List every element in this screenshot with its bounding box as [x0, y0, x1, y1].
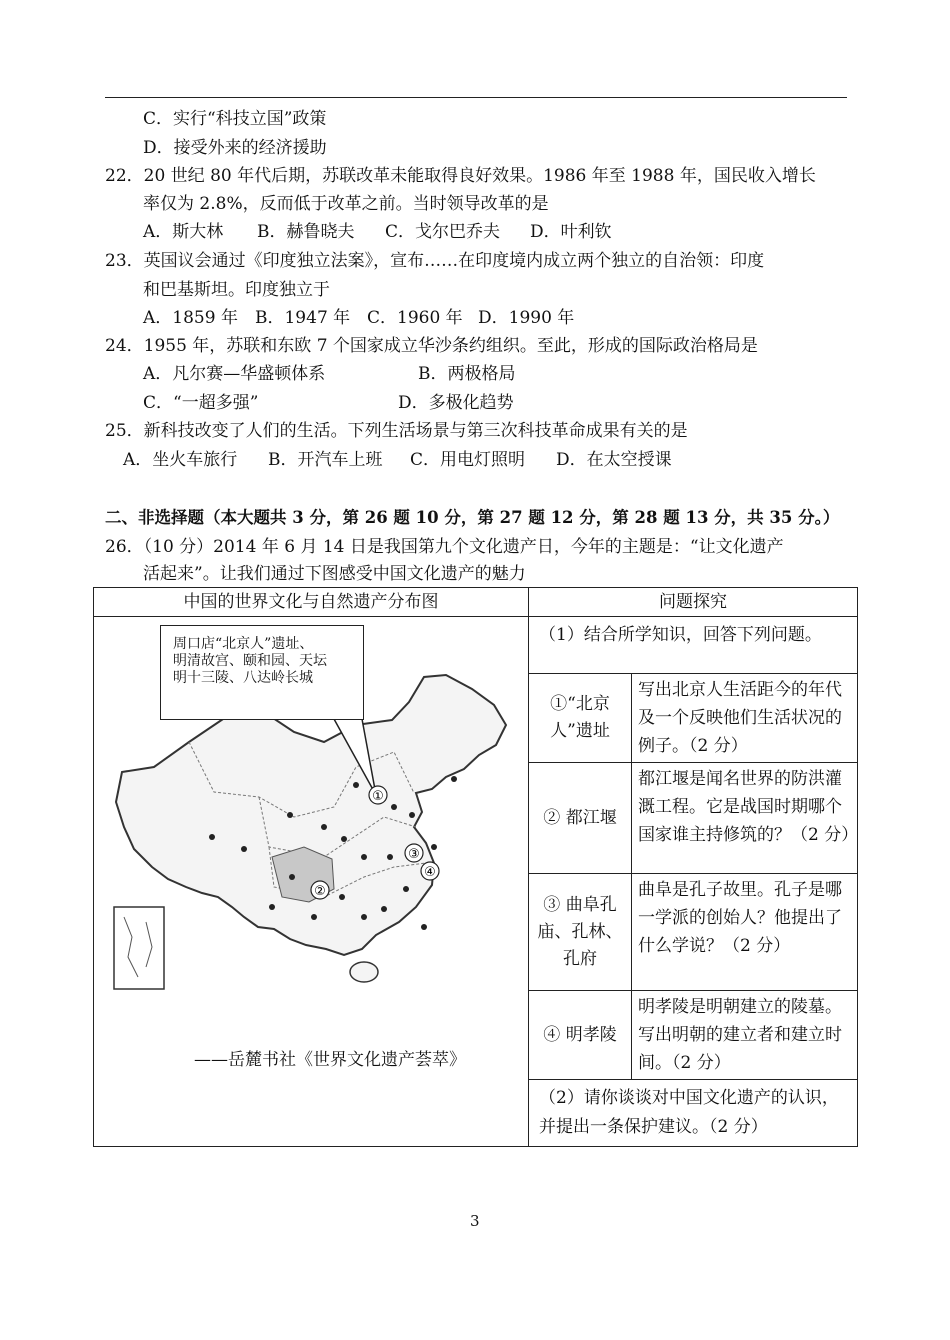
- q25-option-a: A．坐火车旅行: [123, 450, 238, 470]
- q25-option-d: D．在太空授课: [556, 450, 672, 470]
- row4-label: ④ 明孝陵: [529, 991, 632, 1080]
- page-number: 3: [470, 1212, 480, 1230]
- callout-line-3: 明十三陵、八达岭长城: [173, 670, 313, 686]
- q26-table: [93, 587, 858, 1147]
- row3-label: ③ 曲阜孔庙、孔林、孔府: [529, 874, 632, 991]
- part1-instruction: （1）结合所学知识，回答下列问题。: [529, 617, 858, 674]
- q25-option-b: B．开汽车上班: [268, 450, 383, 470]
- marker-1-label: ①: [372, 789, 384, 804]
- marker-4-label: ④: [424, 865, 436, 880]
- q22-stem-line1: 22．20 世纪 80 年代后期，苏联改革未能取得良好效果。1986 年至 1988 年，国民收入增长: [105, 166, 816, 186]
- south-china-sea-inset: [114, 907, 164, 989]
- q24-option-b: B．两极格局: [418, 364, 516, 384]
- row4-question: 明孝陵是明朝建立的陵墓。写出明朝的建立者和建立时间。（2 分）: [632, 991, 858, 1080]
- questions-column-header: 问题探究: [529, 588, 858, 617]
- callout-line-1: 周口店“北京人”遗址、: [173, 636, 314, 652]
- row1-question: 写出北京人生活距今的年代及一个反映他们生活状况的例子。（2 分）: [632, 674, 858, 763]
- q22-option-a: A．斯大林: [143, 222, 224, 242]
- callout-line-2: 明清故宫、颐和园、天坛: [173, 653, 327, 669]
- q23-stem-line1: 23．英国议会通过《印度独立法案》，宣布……在印度境内成立两个独立的自治领：印度: [105, 251, 765, 271]
- q23-option-b: B．1947 年: [255, 308, 351, 328]
- beijing-sites-callout: [160, 625, 364, 720]
- q21-option-d: D．接受外来的经济援助: [143, 138, 327, 158]
- hainan-island: [350, 962, 378, 982]
- marker-3-label: ③: [408, 847, 420, 862]
- q24-option-c: C．“一超多强”: [143, 393, 259, 413]
- q22-option-d: D．叶利钦: [530, 222, 612, 242]
- q25-option-c: C．用电灯照明: [410, 450, 526, 470]
- q24-stem-line1: 24．1955 年，苏联和东欧 7 个国家成立华沙条约组织。至此，形成的国际政治格局是: [105, 336, 758, 356]
- q23-stem-line2: 和巴基斯坦。印度独立于: [143, 280, 330, 300]
- q23-option-c: C．1960 年: [367, 308, 463, 328]
- map-source-caption: ——岳麓书社《世界文化遗产荟萃》: [194, 1050, 466, 1070]
- heritage-map-cell: [94, 617, 529, 1147]
- q23-option-a: A．1859 年: [143, 308, 238, 328]
- q25-stem-line1: 25．新科技改变了人们的生活。下列生活场景与第三次科技革命成果有关的是: [105, 421, 688, 441]
- q22-option-b: B．赫鲁晓夫: [257, 222, 355, 242]
- marker-2-label: ②: [314, 884, 326, 899]
- header-rule: [105, 97, 847, 98]
- row2-question: 都江堰是闻名世界的防洪灌溉工程。它是战国时期哪个国家谁主持修筑的？（2 分）: [632, 763, 858, 874]
- q26-stem-line1: 26．（10 分）2014 年 6 月 14 日是我国第九个文化遗产日，今年的主题是：“让文化遗产: [105, 537, 784, 557]
- row1-label: ①“北京人”遗址: [529, 674, 632, 763]
- q26-stem-line2: 活起来”。让我们通过下图感受中国文化遗产的魅力: [143, 564, 526, 584]
- part2-question: （2）请你谈谈对中国文化遗产的认识，并提出一条保护建议。（2 分）: [529, 1080, 858, 1147]
- map-column-header: 中国的世界文化与自然遗产分布图: [94, 588, 529, 617]
- q22-stem-line2: 率仅为 2.8%，反而低于改革之前。当时领导改革的是: [143, 194, 549, 214]
- q21-option-c: C．实行“科技立国”政策: [143, 109, 327, 129]
- q23-option-d: D．1990 年: [478, 308, 575, 328]
- section2-heading: 二、非选择题（本大题共 3 分，第 26 题 10 分，第 27 题 12 分，第 28 题 13 分，共 35 分。）: [105, 508, 840, 527]
- row3-question: 曲阜是孔子故里。孔子是哪一学派的创始人？他提出了什么学说？（2 分）: [632, 874, 858, 991]
- q22-option-c: C．戈尔巴乔夫: [385, 222, 501, 242]
- row2-label: ② 都江堰: [529, 763, 632, 874]
- q24-option-d: D．多极化趋势: [398, 393, 514, 413]
- q24-option-a: A．凡尔赛—华盛顿体系: [143, 364, 326, 384]
